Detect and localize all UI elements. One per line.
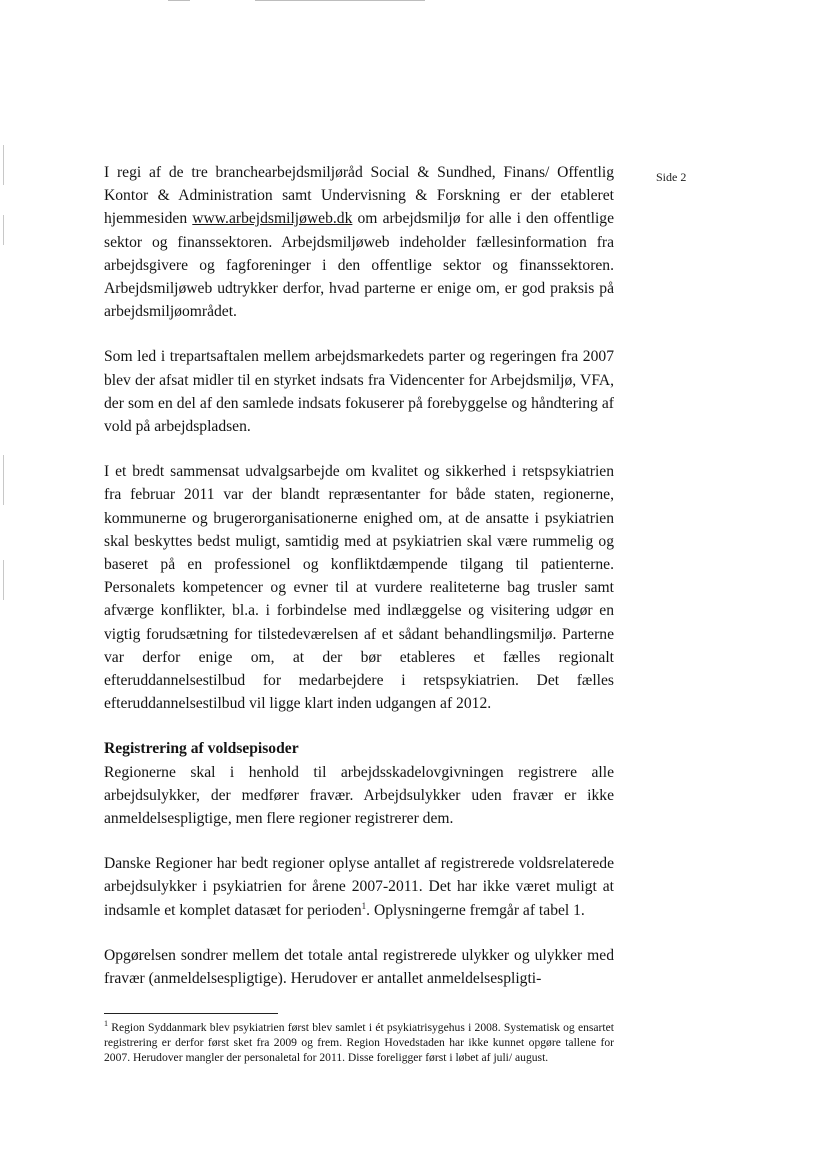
- paragraph-2: Som led i trepartsaftalen mellem arbejdsmarkedets parter og regeringen fra 2007 blev der afsat midler til en styrket indsats fra Videncenter for Arbejdsmiljø, VFA, der som en del af den samlede indsats fokuserer på forebyggelse og håndtering af vold på arbejdspladsen.: [104, 348, 614, 436]
- footnote-marker: 1: [104, 1019, 108, 1029]
- paragraph-5-text-b: . Oplysningerne fremgår af tabel 1.: [366, 901, 585, 919]
- scan-artifact-left: [3, 215, 4, 245]
- paragraph-4: Regionerne skal i henhold til arbejdsskadelovgivningen registrere alle arbejdsulykker, der medfører fravær. Arbejdsulykker uden fravær er ikke anmeldelsespligtige, men flere regioner registrerer dem.: [104, 763, 614, 828]
- paragraph-1-text-b: om arbejdsmiljø for alle i den offentlige sektor og finanssektoren. Arbejdsmiljøweb indeholder fællesinformation fra arbejdsgivere og fagforeninger i den offentlige sektor og finanssektoren. Arbejdsmiljøweb udtrykker derfor, hvad parterne er enige om, er god praksis på arbejdsmiljøområdet.: [104, 210, 615, 321]
- page-number: Side 2: [656, 170, 687, 184]
- scan-artifact-top: [255, 0, 425, 1]
- website-link[interactable]: www.arbejdsmiljøweb.dk: [192, 210, 353, 228]
- scan-artifact-top-small: [168, 0, 190, 1]
- scan-artifact-left: [3, 560, 4, 600]
- footnote: [104, 1020, 614, 1065]
- paragraph-1-text-a: I regi af de tre branchearbejdsmiljøråd Social & Sundhed, Finans/ Offentlig Kontor & Administration samt Undervisning & Forskning er der etableret hjemmesiden: [104, 164, 614, 228]
- section-heading: Registrering af voldsepisoder: [104, 740, 299, 758]
- paragraph-5-text-a: Danske Regioner har bedt regioner oplyse antallet af registrerede voldsrelaterede arbejdsulykker i psykiatrien for årene 2007-2011. Det har ikke været muligt at indsamle et komplet datasæt for perioden: [104, 855, 614, 919]
- footnote-divider: [104, 1013, 278, 1014]
- document-body: [104, 161, 614, 990]
- scan-artifact-left: [3, 145, 4, 185]
- paragraph-6: Opgørelsen sondrer mellem det totale antal registrerede ulykker og ulykker med fravær (anmeldelsespligtige). Herudover er antallet anmeldelsespligti-: [104, 946, 614, 988]
- paragraph-1: [104, 161, 614, 323]
- scan-artifact-left: [3, 455, 4, 505]
- footnote-reference[interactable]: 1: [361, 900, 367, 911]
- paragraph-5: [104, 852, 614, 922]
- footnote-text: Region Syddanmark blev psykiatrien først blev samlet i ét psykiatrisygehus i 2008. Systematisk og ensartet registrering er derfor først sket fra 2009 og frem. Region Hovedstaden har ikke kunnet opgøre tallene for 2007. Herudover mangler der personaletal for 2011. Disse foreligger først i løbet af juli/ august.: [104, 1021, 614, 1064]
- paragraph-3: I et bredt sammensat udvalgsarbejde om kvalitet og sikkerhed i retspsykiatrien fra februar 2011 var der blandt repræsentanter for både staten, regionerne, kommunerne og brugerorganisationerne enighed om, at de ansatte i psykiatrien skal beskyttes bedst muligt, samtidig med at psykiatrien skal være rummelig og baseret på en professionel og konfliktdæmpende tilgang til patienterne. Personalets kompetencer og evner til at vurdere realiteterne bag trusler samt afværge konflikter, bl.a. i forbindelse med indlæggelse og visitering udgør en vigtig forudsætning for tilstedeværelsen af et sådant behandlingsmiljø. Parterne var derfor enige om, at der bør etableres et fælles regionalt efteruddannelsestilbud for medarbejdere i retspsykiatrien. Det fælles efteruddannelsestilbud vil ligge klart inden udgangen af 2012.: [104, 463, 614, 713]
